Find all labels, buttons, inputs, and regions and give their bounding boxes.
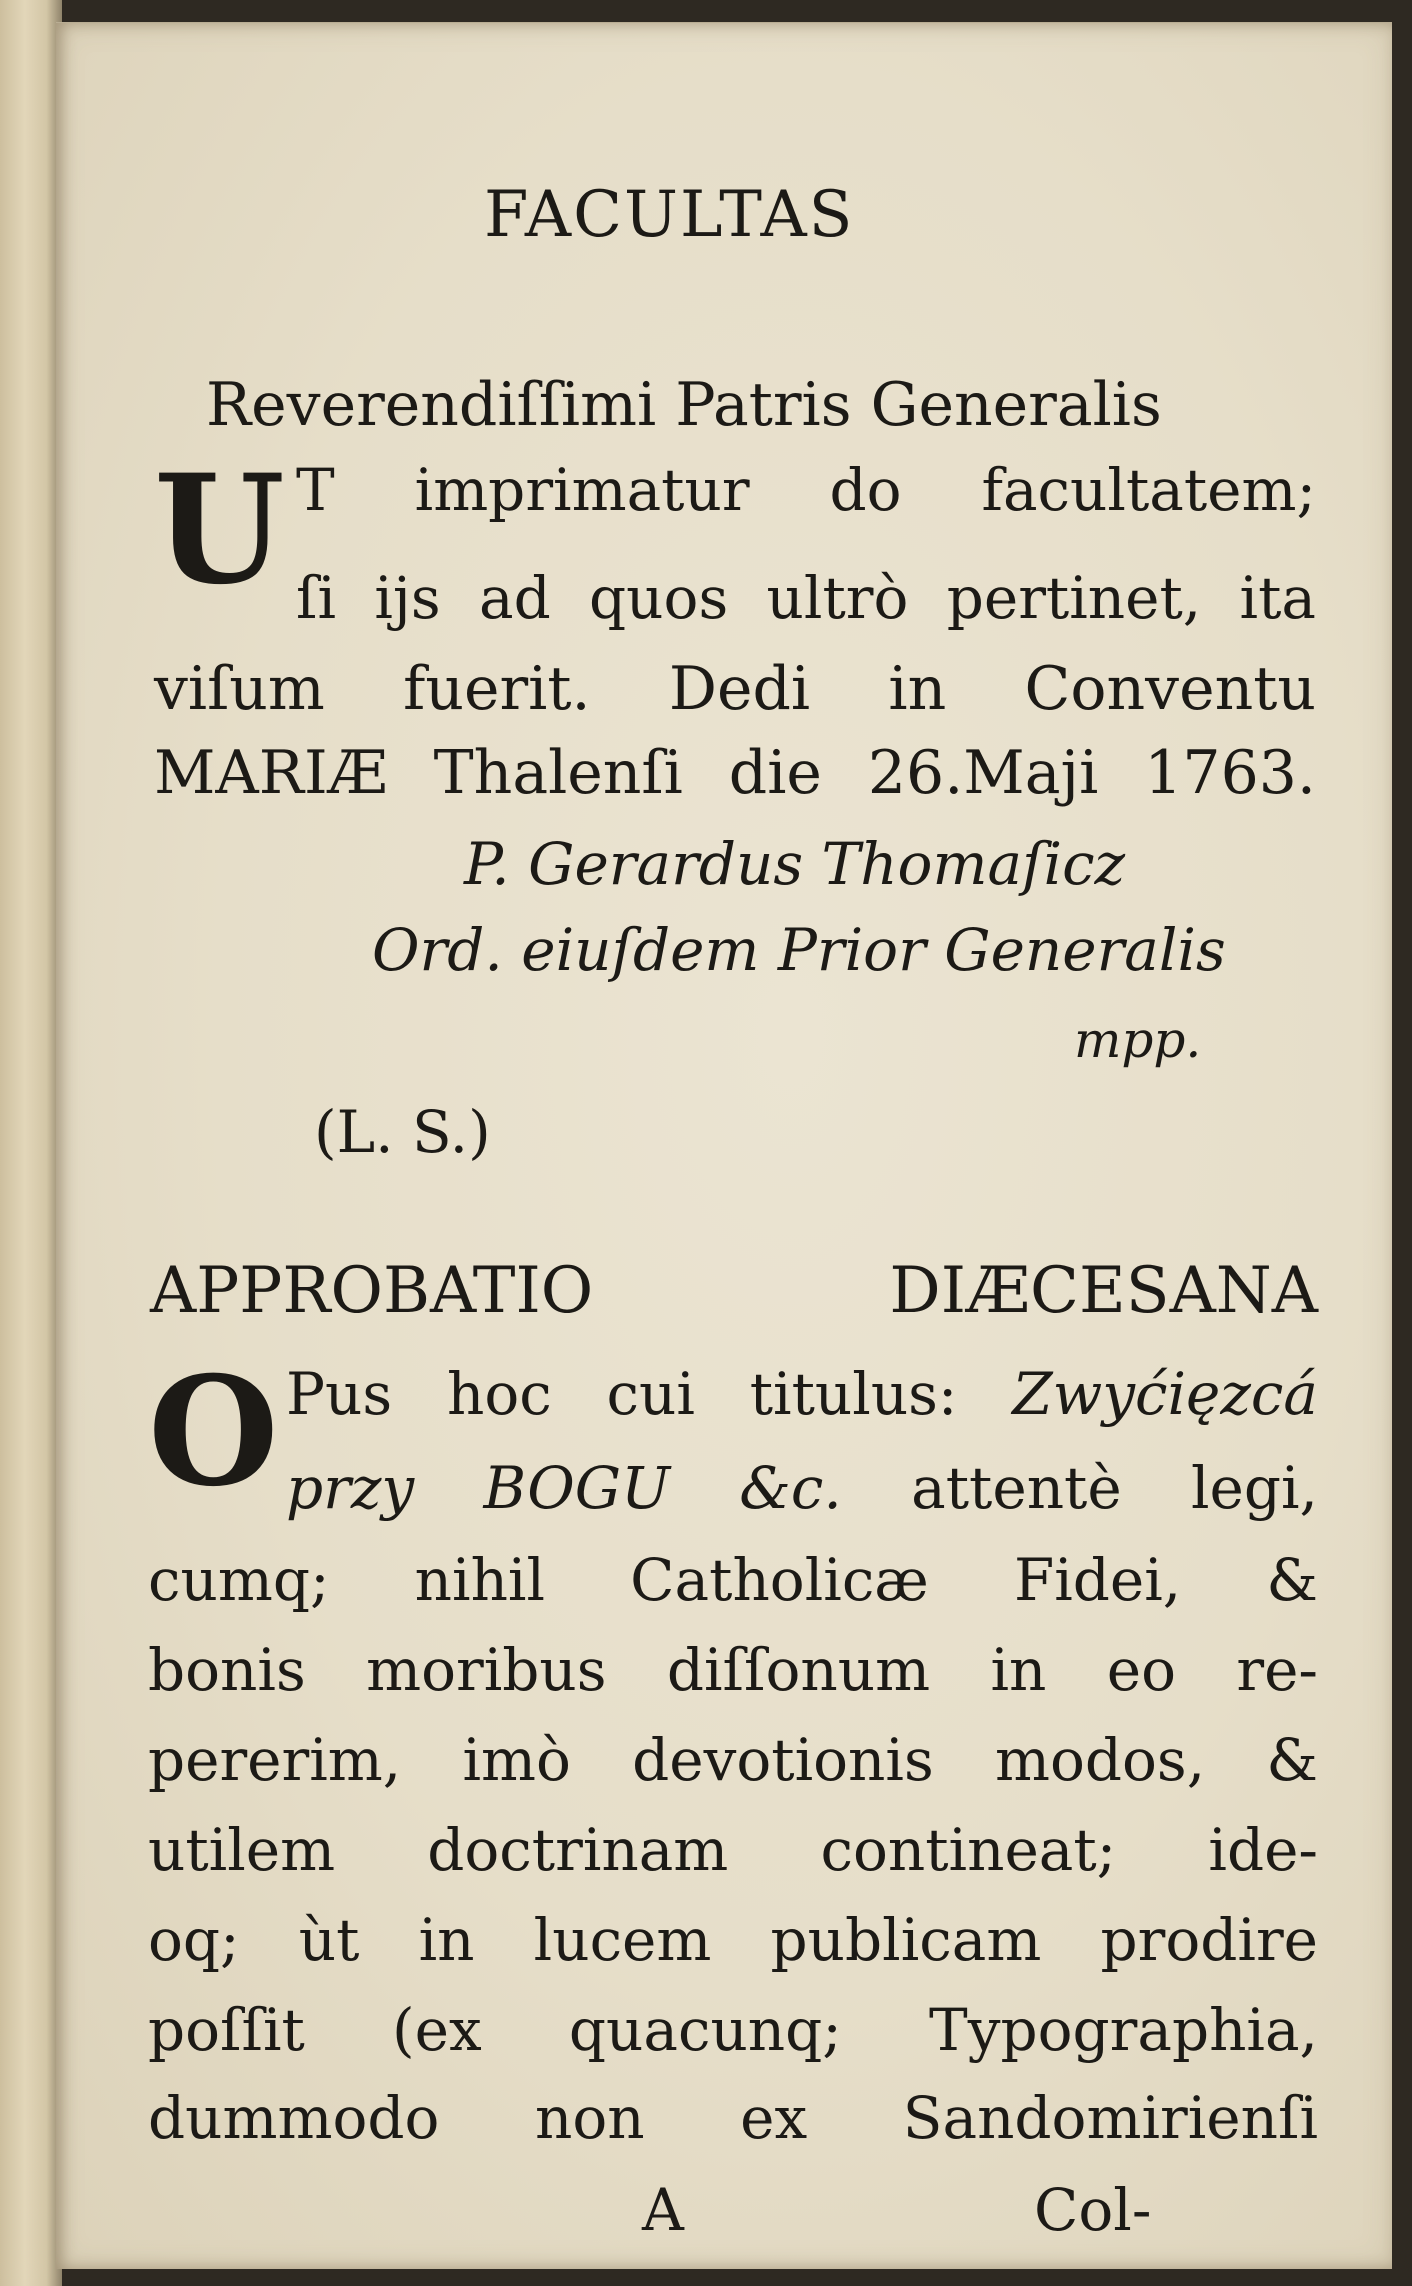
approbatio-line-5: pererim, imò devotionis modos, & xyxy=(148,1726,1318,1794)
signature-title: Ord. eiuſdem Prior Generalis xyxy=(372,916,1226,984)
signature-name: P. Gerardus Thomaſicz xyxy=(464,830,1126,898)
work-title-part-1: Zwyćięzcá xyxy=(1012,1360,1318,1428)
facultas-line-2: ſi ijs ad quos ultrò pertinet, ita xyxy=(296,564,1316,632)
approbatio-heading: APPROBATIO DIÆCESANA xyxy=(150,1254,1318,1328)
book-spine xyxy=(0,0,62,2286)
approbatio-line-8: poſſit (ex quacunq; Typographia, xyxy=(148,1996,1318,2064)
approbatio-line-1 xyxy=(286,1360,1318,1428)
facultas-line-3: viſum fuerit. Dedi in Conventu xyxy=(154,654,1316,724)
approbatio-line-3: cumq; nihil Catholicæ Fidei, & xyxy=(148,1546,1318,1614)
facultas-subheading: Reverendiſſimi Patris Generalis xyxy=(206,370,1162,440)
paper-page xyxy=(56,22,1392,2269)
facultas-line-1: T imprimatur do facultatem; xyxy=(296,456,1316,524)
approbatio-line-1-text: Pus hoc cui titulus: xyxy=(286,1360,1013,1428)
catchword: Col- xyxy=(1034,2176,1152,2244)
approbatio-line-9: dummodo non ex Sandomirienſi xyxy=(148,2084,1318,2152)
approbatio-line-4: bonis moribus diſſonum in eo re- xyxy=(148,1636,1318,1704)
facultas-heading: FACULTAS xyxy=(484,178,855,252)
approbatio-line-2 xyxy=(286,1454,1318,1522)
approbatio-line-2-text: attentè legi, xyxy=(841,1454,1318,1522)
facultas-drop-initial: U xyxy=(154,442,285,618)
signature-mark: mpp. xyxy=(1074,1011,1202,1069)
signature-letter: A xyxy=(642,2176,684,2244)
approbatio-drop-initial: O xyxy=(148,1344,279,1520)
work-title-part-2: przy BOGU &c. xyxy=(286,1454,842,1522)
facultas-line-4: MARIÆ Thalenſi die 26.Maji 1763. xyxy=(154,738,1316,808)
approbatio-line-6: utilem doctrinam contineat; ide- xyxy=(148,1816,1318,1884)
approbatio-line-7: oq; ùt in lucem publicam prodire xyxy=(148,1906,1318,1974)
seal-mark: (L. S.) xyxy=(314,1098,491,1166)
